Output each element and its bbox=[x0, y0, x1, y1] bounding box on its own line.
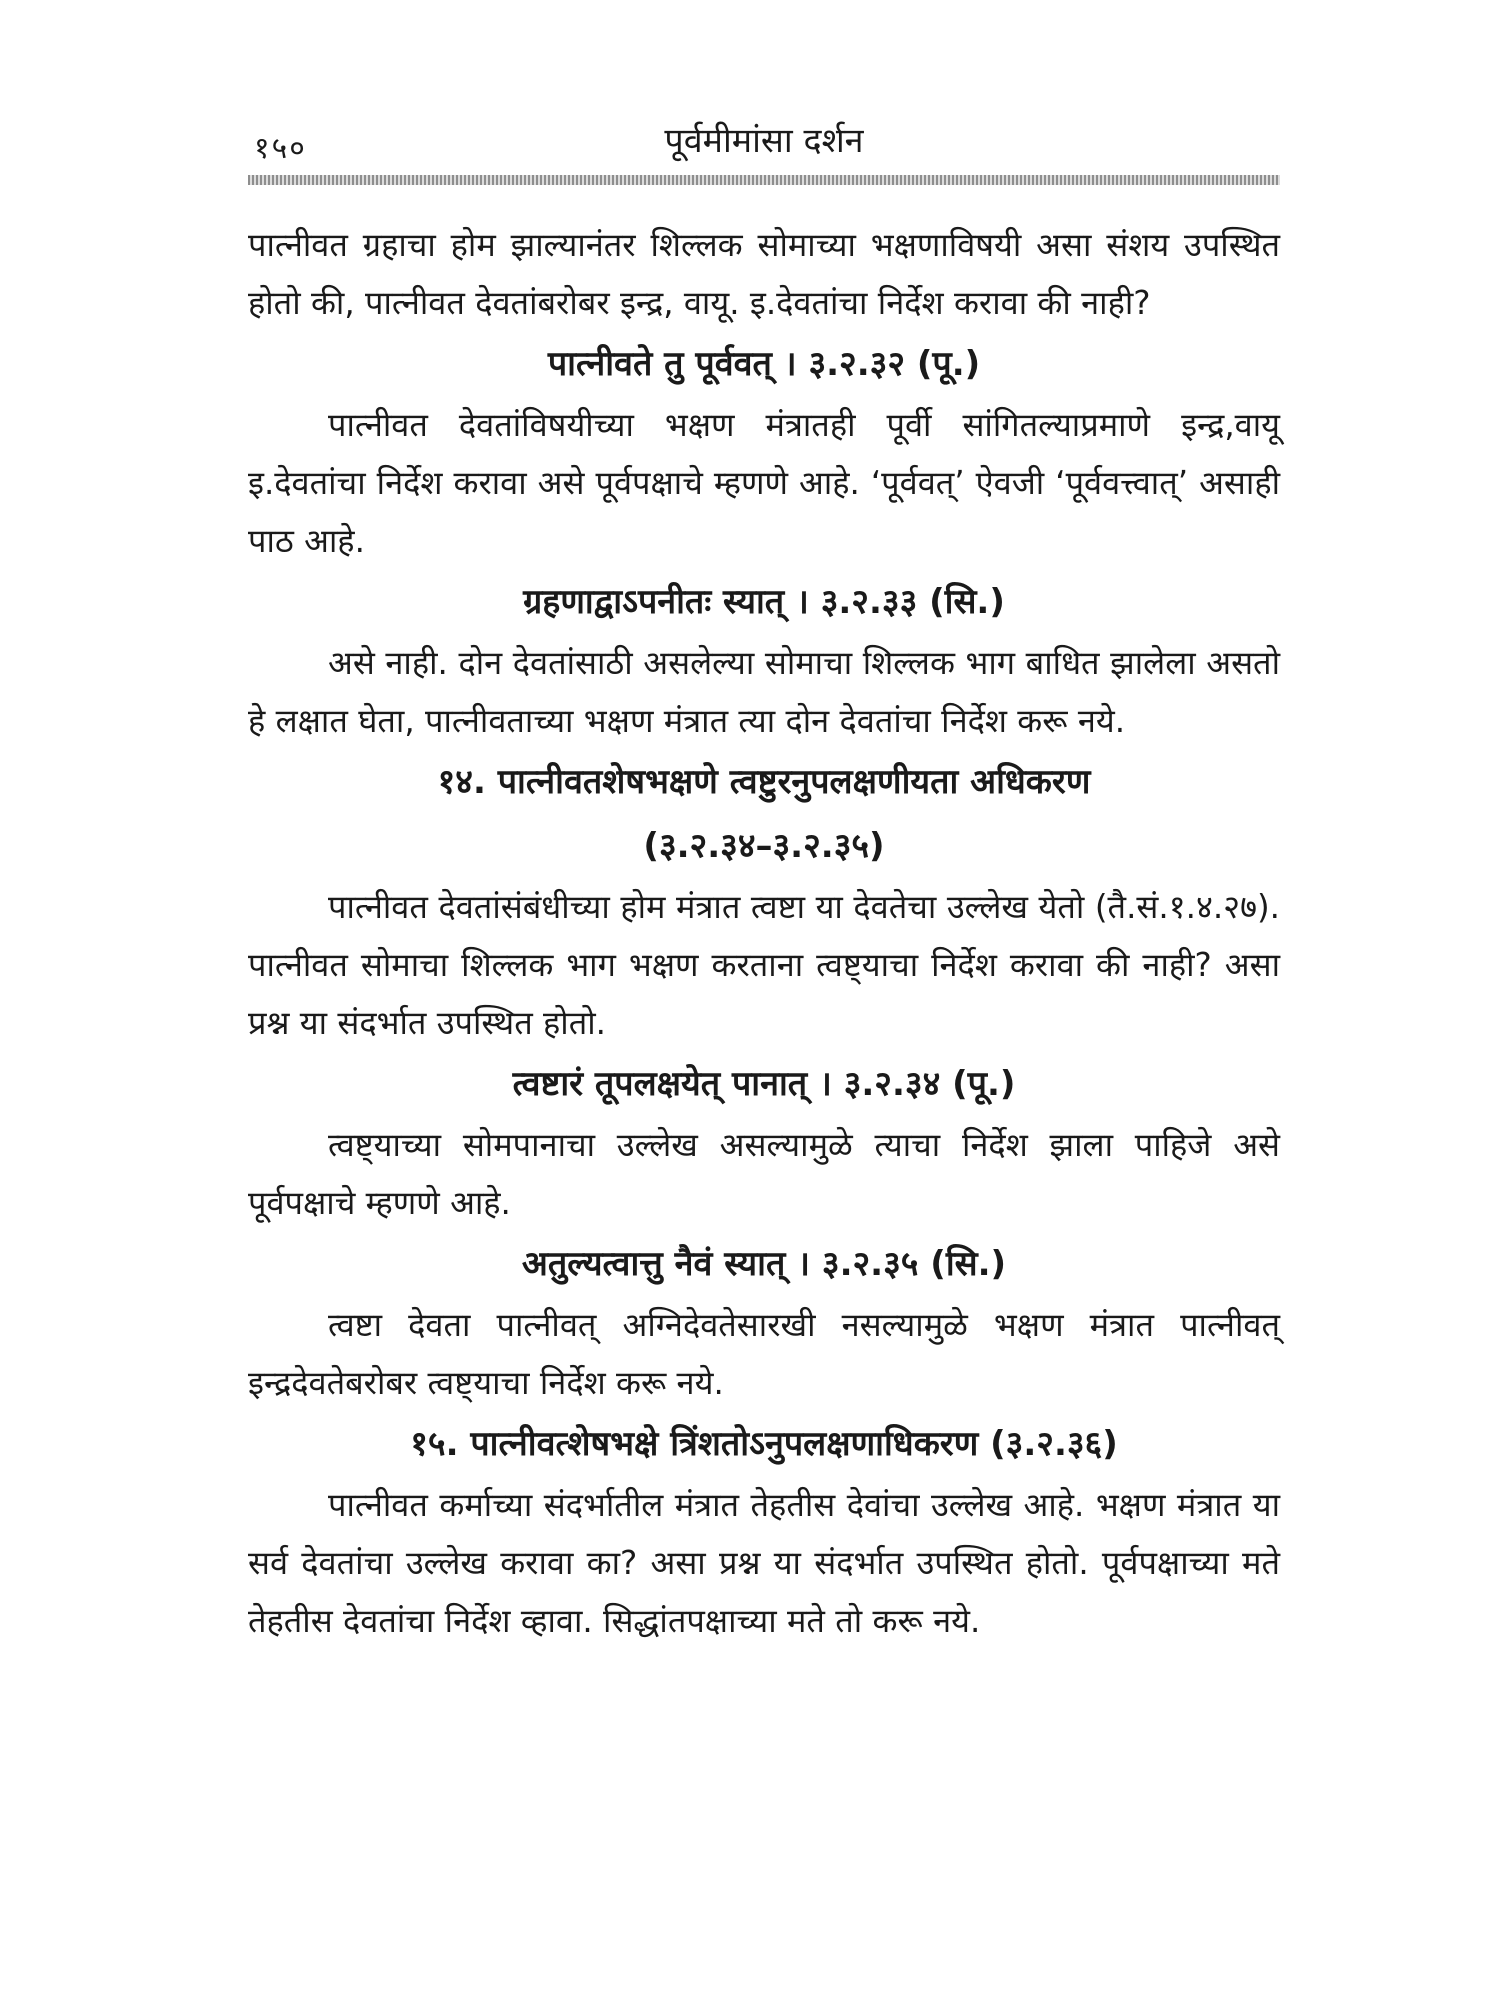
sutra-3-2-33: ग्रहणाद्वाऽपनीतः स्यात् । ३.२.३३ (सि.) bbox=[523, 582, 1005, 622]
paragraph-commentary: त्वष्टा देवता पात्नीवत् अग्निदेवतेसारखी नसल्यामुळे भक्षण मंत्रात पात्नीवत् इन्द्रदेवतेबरोबर त्वष्ट्याचा निर्देश करू नये. bbox=[248, 1306, 1280, 1402]
page-header bbox=[248, 108, 1280, 168]
sutra-3-2-34: त्वष्टारं तूपलक्षयेत् पानात् । ३.२.३४ (पू.) bbox=[512, 1064, 1016, 1104]
header-rule bbox=[248, 175, 1280, 185]
page-number: १५० bbox=[254, 131, 307, 166]
section-heading-14: १४. पात्नीवतशेषभक्षणे त्वष्टुरनुपलक्षणीयता अधिकरण bbox=[437, 762, 1091, 802]
paragraph-intro: पात्नीवत ग्रहाचा होम झाल्यानंतर शिल्लक सोमाच्या भक्षणाविषयी असा संशय उपस्थित होतो की, पात्नीवत देवतांबरोबर इन्द्र, वायू. इ.देवतांचा निर्देश करावा की नाही? bbox=[248, 226, 1280, 322]
section-heading-15: १५. पात्नीवत्शेषभक्षे त्रिंशतोऽनुपलक्षणाधिकरण (३.२.३६) bbox=[410, 1424, 1118, 1464]
paragraph-commentary: पात्नीवत देवतांसंबंधीच्या होम मंत्रात त्वष्टा या देवतेचा उल्लेख येतो (तै.सं.१.४.२७). पात्नीवत सोमाचा शिल्लक भाग भक्षण करताना त्वष्ट्याचा निर्देश करावा की नाही? असा प्रश्न या संदर्भात उपस्थित होतो. bbox=[248, 888, 1280, 1042]
sutra-3-2-35: अतुल्यत्वात्तु नैवं स्यात् । ३.२.३५ (सि.) bbox=[521, 1244, 1007, 1284]
paragraph-commentary: त्वष्ट्याच्या सोमपानाचा उल्लेख असल्यामुळे त्याचा निर्देश झाला पाहिजे असे पूर्वपक्षाचे म्हणणे आहे. bbox=[248, 1126, 1280, 1222]
sutra-3-2-32: पात्नीवते तु पूर्ववत् । ३.२.३२ (पू.) bbox=[547, 344, 981, 384]
page-body bbox=[248, 216, 1280, 1650]
paragraph-commentary: असे नाही. दोन देवतांसाठी असलेल्या सोमाचा शिल्लक भाग बाधित झालेला असतो हे लक्षात घेता, पात्नीवताच्या भक्षण मंत्रात त्या दोन देवतांचा निर्देश करू नये. bbox=[248, 644, 1280, 740]
paragraph-commentary: पात्नीवत कर्माच्या संदर्भातील मंत्रात तेहतीस देवांचा उल्लेख आहे. भक्षण मंत्रात या सर्व देवतांचा उल्लेख करावा का? असा प्रश्न या संदर्भात उपस्थित होतो. पूर्वपक्षाच्या मते तेहतीस देवतांचा निर्देश व्हावा. सिद्धांतपक्षाच्या मते तो करू नये. bbox=[248, 1486, 1280, 1640]
running-title: पूर्वमीमांसा दर्शन bbox=[664, 121, 864, 161]
paragraph-commentary: पात्नीवत देवतांविषयीच्या भक्षण मंत्रातही पूर्वी सांगितल्याप्रमाणे इन्द्र,वायू इ.देवतांचा निर्देश करावा असे पूर्वपक्षाचे म्हणणे आहे. ‘पूर्ववत्’ ऐवजी ‘पूर्ववत्त्वात्’ असाही पाठ आहे. bbox=[248, 406, 1280, 560]
section-heading-14-range: (३.२.३४–३.२.३५) bbox=[643, 826, 885, 866]
